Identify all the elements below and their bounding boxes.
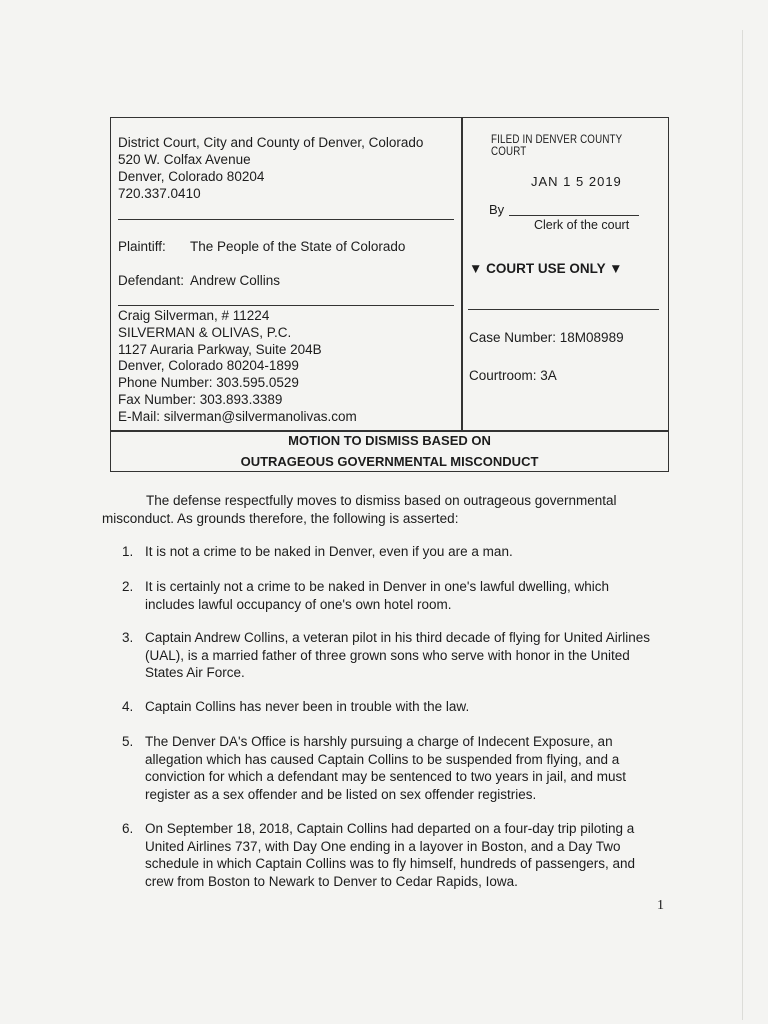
clerk-label: Clerk of the court <box>534 218 630 232</box>
motion-title-line-1: MOTION TO DISMISS BASED ON <box>288 433 491 448</box>
item-text: On September 18, 2018, Captain Collins had departed on a four-day trip piloting a United Airlines 737, with Day One ending in a layover in Boston, and a Day Two schedule in which Captain Collins was to fly himself, hundreds of passengers, and crew from Boston to Newark to Denver to Cedar Rapids, Iowa. <box>145 821 636 889</box>
item-text: It is not a crime to be naked in Denver, even if you are a man. <box>145 544 513 559</box>
case-caption-box <box>110 117 669 472</box>
caption-divider <box>461 118 463 430</box>
attorney-fax: Fax Number: 303.893.3389 <box>118 391 283 407</box>
item-number: 1. <box>122 544 134 559</box>
defendant-name: Andrew Collins <box>190 273 281 288</box>
court-address-1: 520 W. Colfax Avenue <box>118 152 251 167</box>
plaintiff-label: Plaintiff: <box>118 239 166 254</box>
item-text: It is certainly not a crime to be naked in Denver in one's lawful dwelling, which includes lawful occupancy of one's own hotel room. <box>145 579 610 612</box>
court-address-2: Denver, Colorado 80204 <box>118 169 265 184</box>
item-number: 6. <box>122 821 134 836</box>
list-item <box>122 629 652 682</box>
clerk-signature-line <box>509 215 639 216</box>
item-text: The Denver DA's Office is harshly pursuing a charge of Indecent Exposure, an allegation which has caused Captain Collins to be suspended from flying, and a conviction for which a defendant may be sentenced to two years in jail, and must register as a sex offender and be listed on sex offender registries. <box>145 734 627 802</box>
list-item <box>122 578 652 613</box>
filed-date: JAN 1 5 2019 <box>531 174 622 189</box>
page-edge <box>742 30 743 1020</box>
item-number: 4. <box>122 699 134 714</box>
list-item <box>122 543 652 561</box>
list-item <box>122 820 652 890</box>
title-divider <box>111 430 668 432</box>
attorney-firm: SILVERMAN & OLIVAS, P.C. <box>118 324 292 340</box>
item-text: Captain Collins has never been in trouble with the law. <box>145 699 470 714</box>
defendant-label: Defendant: <box>118 273 185 288</box>
attorney-name: Craig Silverman, # 11224 <box>118 308 270 323</box>
item-text: Captain Andrew Collins, a veteran pilot in his third decade of flying for United Airlines (UAL), is a married father of three grown sons who serve with honor in the United States Air Force. <box>145 630 651 680</box>
court-use-underline <box>468 309 659 310</box>
filed-stamp: FILED IN DENVER COUNTY COURT <box>491 134 623 158</box>
case-number: Case Number: 18M08989 <box>469 330 624 345</box>
attorney-email: E-Mail: silverman@silvermanolivas.com <box>118 408 357 424</box>
courtroom: Courtroom: 3A <box>469 368 557 383</box>
court-name: District Court, City and County of Denver, Colorado <box>118 135 424 150</box>
page-number: 1 <box>657 898 664 913</box>
plaintiff-line <box>118 239 405 254</box>
court-use-only: ▼ COURT USE ONLY ▼ <box>469 261 623 276</box>
item-number: 3. <box>122 630 134 645</box>
list-item <box>122 698 652 716</box>
defendant-line <box>118 273 280 288</box>
motion-title-line-2: OUTRAGEOUS GOVERNMENTAL MISCONDUCT <box>240 454 539 469</box>
plaintiff-name: The People of the State of Colorado <box>190 239 406 254</box>
attorney-phone: Phone Number: 303.595.0529 <box>118 375 299 391</box>
court-underline <box>118 219 454 220</box>
attorney-address-2: Denver, Colorado 80204-1899 <box>118 358 299 374</box>
attorney-info <box>118 308 357 426</box>
item-number: 2. <box>122 579 134 594</box>
by-label: By <box>489 202 505 217</box>
court-info <box>118 134 423 202</box>
attorney-address-1: 1127 Auraria Parkway, Suite 204B <box>118 341 322 357</box>
parties-underline <box>118 305 454 306</box>
item-number: 5. <box>122 734 134 749</box>
court-phone: 720.337.0410 <box>118 186 201 201</box>
list-item <box>122 733 652 803</box>
intro-paragraph: The defense respectfully moves to dismiss based on outrageous governmental misconduct. As grounds therefore, the following is asserted: <box>102 493 617 526</box>
